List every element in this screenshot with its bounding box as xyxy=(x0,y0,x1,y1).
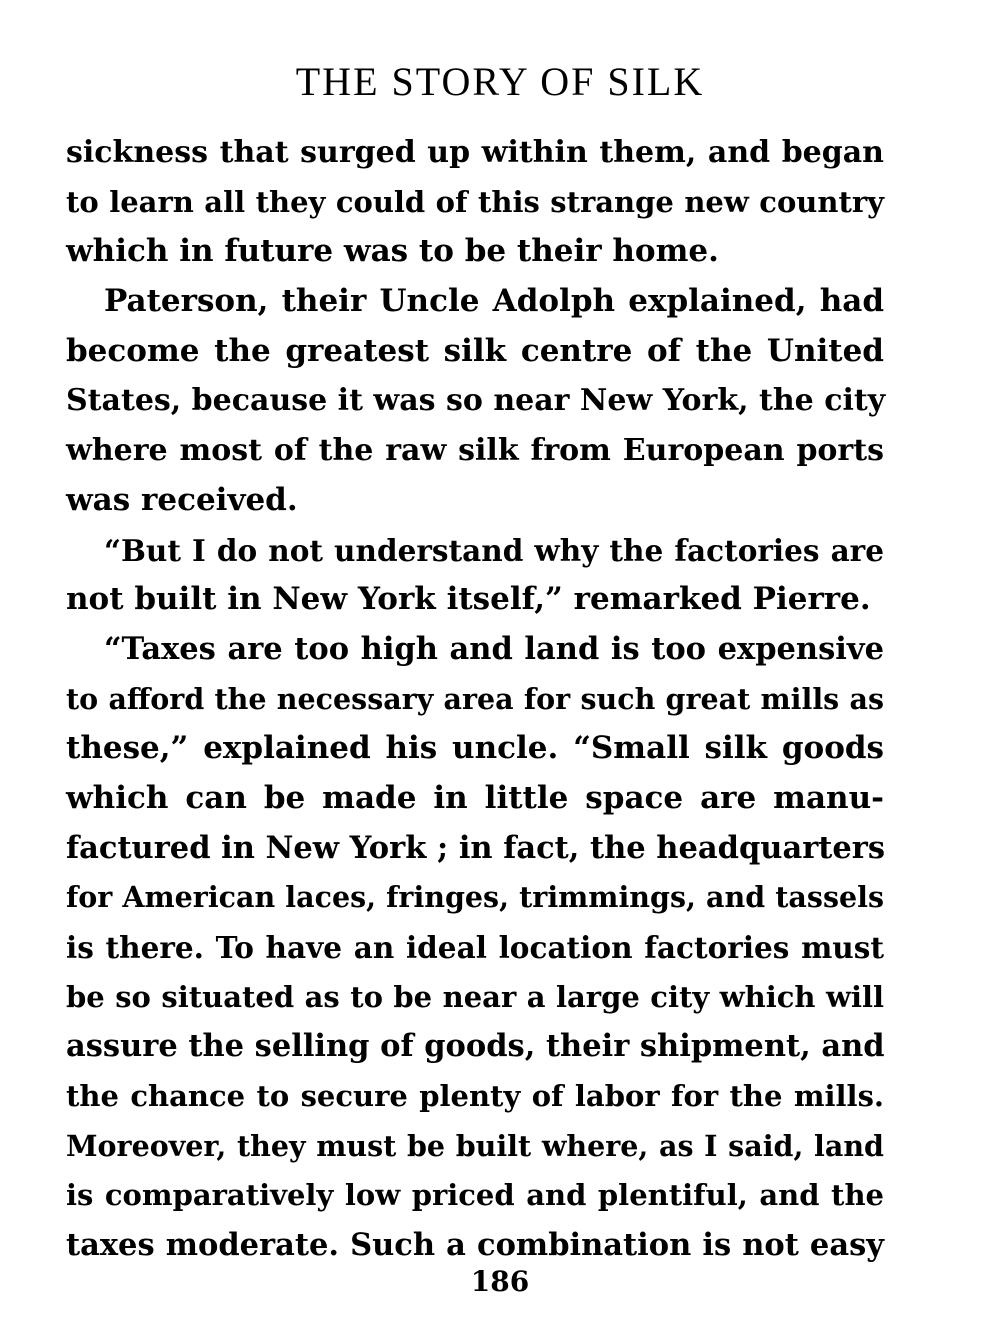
text-line: Moreover, they must be built where, as I said, land xyxy=(66,1128,884,1163)
text-line: to afford the necessary area for such great mills as xyxy=(66,681,884,716)
text-line: States, because it was so near New York, the city xyxy=(66,383,886,419)
text-line: which in future was to be their home. xyxy=(66,233,719,270)
text-line: become the greatest silk centre of the United xyxy=(66,332,884,369)
text-line: was received. xyxy=(66,481,298,518)
text-line: assure the selling of goods, their shipment, and xyxy=(66,1028,885,1065)
text-line: where most of the raw silk from European ports xyxy=(66,433,884,469)
text-line: “Taxes are too high and land is too expensive xyxy=(104,630,884,667)
text-line: is comparatively low priced and plentiful, and the xyxy=(66,1178,884,1213)
text-line: sickness that surged up within them, and began xyxy=(66,135,884,170)
text-line: not built in New York itself,” remarked Pierre. xyxy=(66,581,871,618)
text-line: these,” explained his uncle. “Small silk goods xyxy=(66,730,884,767)
text-line: to learn all they could of this strange new country xyxy=(66,184,884,219)
text-line: “But I do not understand why the factories are xyxy=(104,532,884,568)
body-text xyxy=(66,128,884,1271)
text-line: be so situated as to be near a large city which will xyxy=(66,979,884,1014)
text-line: Paterson, their Uncle Adolph explained, had xyxy=(104,283,884,320)
text-line: which can be made in little space are manu- xyxy=(66,779,884,816)
page-number: 186 xyxy=(470,1265,530,1298)
text-line: the chance to secure plenty of labor for the mills. xyxy=(66,1079,884,1114)
text-line: for American laces, fringes, trimmings, and tassels xyxy=(66,880,884,915)
running-head: THE STORY OF SILK xyxy=(295,59,705,104)
text-line: is there. To have an ideal location factories must xyxy=(66,930,884,965)
text-line: factured in New York ; in fact, the headquarters xyxy=(66,829,886,866)
text-line: taxes moderate. Such a combination is not easy xyxy=(66,1227,884,1264)
